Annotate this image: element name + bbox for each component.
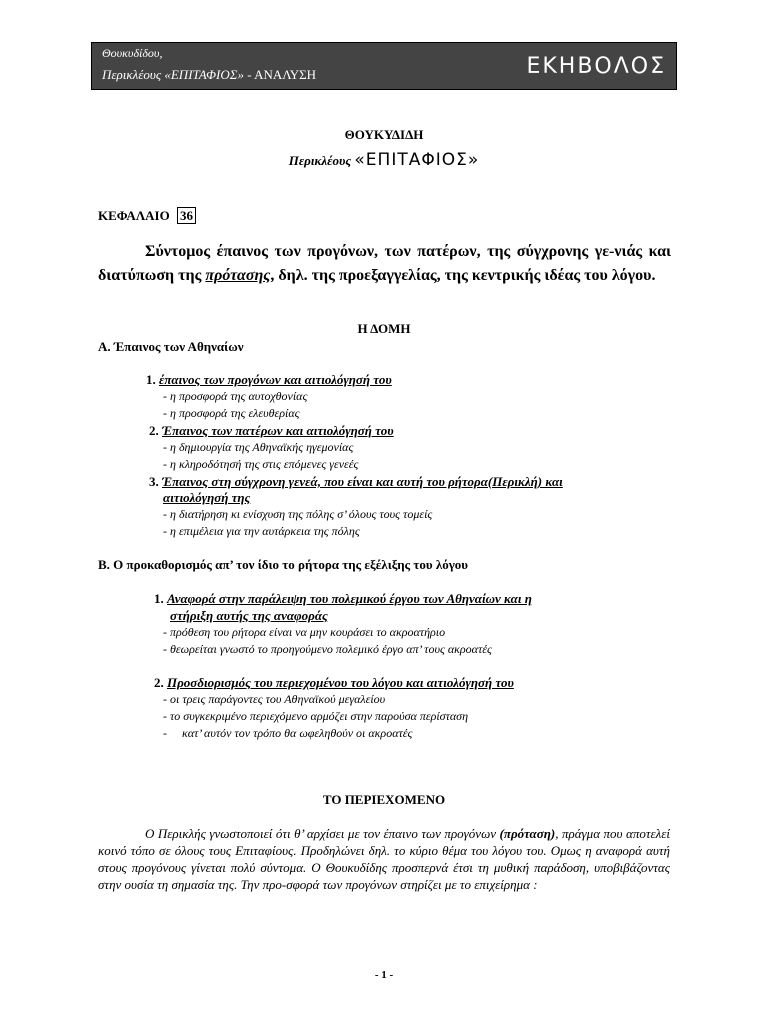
content-paragraph (98, 825, 670, 893)
section-a-item-2-sub-2: - η κληροδότησή της στις επόμενες γενεές (163, 457, 359, 471)
item-number: 2. (154, 675, 164, 690)
section-a-item-2 (149, 423, 394, 439)
summary-text-1: Σύντομος έπαινος των προγόνων, των πατέρων, της σύγχρονης γε-νιάς και διατύπωση της (98, 243, 671, 284)
document-title-prefix: Περικλέους (288, 153, 352, 168)
content-bold: (πρόταση) (499, 826, 556, 841)
section-a-item-1-sub-1: - η προσφορά της αυτοχθονίας (163, 389, 308, 403)
section-b-item-1-sub-1: - πρόθεση του ρήτορα είναι να μην κουράσει το ακροατήριο (163, 625, 446, 639)
item-number: 1. (154, 591, 164, 606)
document-author: ΘΟΥΚΥΔΙΔΗ (344, 127, 424, 142)
chapter-label: ΚΕΦΑΛΑΙΟ (98, 208, 170, 223)
section-a-item-3 (149, 474, 563, 490)
section-a-item-1-title: έπαινος των προγόνων και αιτιολόγησή του (159, 372, 392, 387)
section-b-item-1-title-cont: στήριξη αυτής της αναφοράς (170, 608, 328, 623)
content-text-1: Ο Περικλής γνωστοποιεί ότι θ’ αρχίσει με τον έπαινο των προγόνων (145, 826, 500, 841)
summary-highlight: πρότασης (205, 267, 271, 284)
section-b-item-2-sub-2: - το συγκεκριμένο περιεχόμενο αρμόζει στην παρούσα περίσταση (163, 709, 469, 723)
section-a-item-3-sub-2: - η επιμέλεια για την αυτάρκεια της πόλης (163, 524, 360, 538)
document-title-name: «ΕΠΙΤΑΦΙΟΣ» (354, 150, 480, 170)
section-a-item-3-sub-1: - η διατήρηση κι ενίσχυση της πόλης σ’ όλους τους τομείς (163, 507, 433, 521)
item-number: 2. (149, 423, 159, 438)
header-subtitle: - ΑΝΑΛΥΣΗ (244, 67, 317, 82)
section-a-item-3-title-cont: αιτιολόγησή της (163, 490, 251, 505)
section-a-item-2-sub-1: - η δημιουργία της Αθηναϊκής ηγεμονίας (163, 440, 354, 454)
section-a-item-2-title: Έπαινος των πατέρων και αιτιολόγησή του (162, 423, 394, 438)
item-number: 1. (146, 372, 156, 387)
item-number: 3. (149, 474, 159, 489)
brand-logo: ΕΚΗΒΟΛΟΣ (526, 54, 666, 79)
content-text-2: , πράγμα που αποτελεί κοινό τόπο σε όλους τους Επιταφίους. Προδηλώνει δηλ. το κύριο θέμα του λόγου του. Ομως η αναφορά αυτή στους προγόνους γίνεται πολύ σύντομα. Ο Θουκυδίδης προσπερνά έτσι τη μυθική παράδοση, υποβιβάζοντας στην ουσία τη σημασία της. Την προ-σφορά των προγόνων στηρίζει με το επιχείρημα : (98, 826, 670, 892)
page-number: - 1 - (374, 969, 394, 981)
header-work-title: «ΕΠΙΤΑΦΙΟΣ» (164, 67, 244, 82)
section-a-item-1-sub-2: - η προσφορά της ελευθερίας (163, 406, 300, 420)
header-author: Θουκυδίδου, (102, 46, 163, 60)
section-a-title: Α. Έπαινος των Αθηναίων (98, 339, 244, 354)
section-a-item-1 (146, 372, 392, 388)
section-b-item-2 (154, 675, 514, 691)
section-a-item-3-title: Έπαινος στη σύγχρονη γενεά, που είναι και αυτή του ρήτορα(Περικλή) και (162, 474, 563, 489)
structure-heading: Η ΔΟΜΗ (357, 321, 411, 336)
document-title (0, 150, 768, 170)
summary-text-2: , δηλ. της προεξαγγελίας, της κεντρικής ιδέας του λόγου. (270, 267, 656, 284)
chapter-number: 36 (177, 207, 196, 224)
section-b-item-1-title: Αναφορά στην παράλειψη του πολεμικού έργου των Αθηναίων και η (167, 591, 532, 606)
chapter-summary (98, 240, 671, 288)
section-b-item-2-sub-1: - οι τρεις παράγοντες του Αθηναϊκού μεγαλείου (163, 692, 386, 706)
section-b-item-2-title: Προσδιορισμός του περιεχομένου του λόγου και αιτιολόγησή του (167, 675, 514, 690)
section-b-item-1 (154, 591, 532, 607)
page-header (91, 42, 677, 90)
section-b-item-1-sub-2: - θεωρείται γνωστό το προηγούμενο πολεμικό έργο απ’ τους ακροατές (163, 642, 492, 656)
header-work-author: Περικλέους (102, 67, 162, 82)
section-b-item-2-sub-3: - κατ’ αυτόν τον τρόπο θα ωφεληθούν οι ακροατές (163, 726, 413, 740)
section-b-title: Β. Ο προκαθορισμός απ’ τον ίδιο το ρήτορα της εξέλιξης του λόγου (98, 557, 469, 572)
content-heading: ΤΟ ΠΕΡΙΕΧΟΜΕΝΟ (322, 792, 446, 807)
header-title-line (102, 67, 316, 83)
chapter-heading (98, 208, 196, 224)
